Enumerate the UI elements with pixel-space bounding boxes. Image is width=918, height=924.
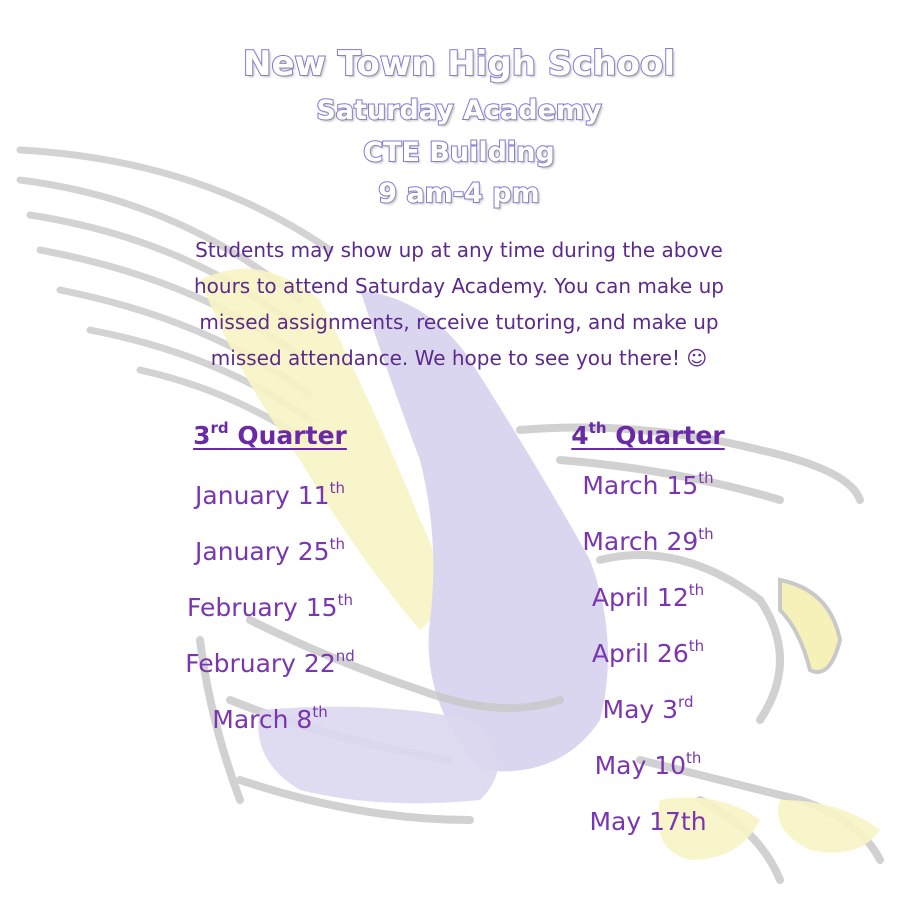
- date-item: January 25th: [195, 535, 345, 566]
- third-quarter-column: [120, 416, 420, 748]
- program-title: Saturday Academy: [316, 95, 602, 126]
- fourth-quarter-column: [498, 416, 798, 850]
- date-item: May 10th: [594, 749, 702, 780]
- quarter-number: 4: [571, 421, 589, 450]
- date-item: March 8th: [212, 703, 328, 734]
- intro-paragraph: [120, 232, 798, 376]
- date-item: April 26th: [591, 637, 705, 668]
- hours-title: 9 am-4 pm: [378, 178, 540, 209]
- intro-line: missed assignments, receive tutoring, and make up: [199, 310, 719, 334]
- intro-line: Students may show up at any time during the above: [195, 238, 723, 262]
- intro-line: hours to attend Saturday Academy. You can make up: [194, 274, 724, 298]
- quarter-number: 3: [193, 421, 211, 450]
- date-item: January 11th: [195, 479, 345, 510]
- location-title: CTE Building: [363, 137, 555, 168]
- quarter-ordinal: rd: [210, 419, 229, 437]
- date-item: April 12th: [591, 581, 705, 612]
- date-item: March 29th: [582, 525, 714, 556]
- intro-line: missed attendance. We hope to see you there! ☺: [210, 346, 708, 370]
- date-item: March 15th: [582, 469, 714, 500]
- date-item: May 3rd: [602, 693, 694, 724]
- third-quarter-dates: [120, 468, 420, 748]
- date-item: February 22nd: [185, 647, 355, 678]
- quarter-label: Quarter: [237, 421, 347, 450]
- date-item: February 15th: [187, 591, 353, 622]
- fourth-quarter-heading: [498, 416, 798, 456]
- date-item: May 17th: [589, 807, 707, 836]
- third-quarter-heading: [120, 416, 420, 456]
- school-title: New Town High School: [243, 44, 675, 84]
- fourth-quarter-dates: [498, 458, 798, 850]
- quarter-label: Quarter: [615, 421, 725, 450]
- quarter-ordinal: th: [588, 419, 607, 437]
